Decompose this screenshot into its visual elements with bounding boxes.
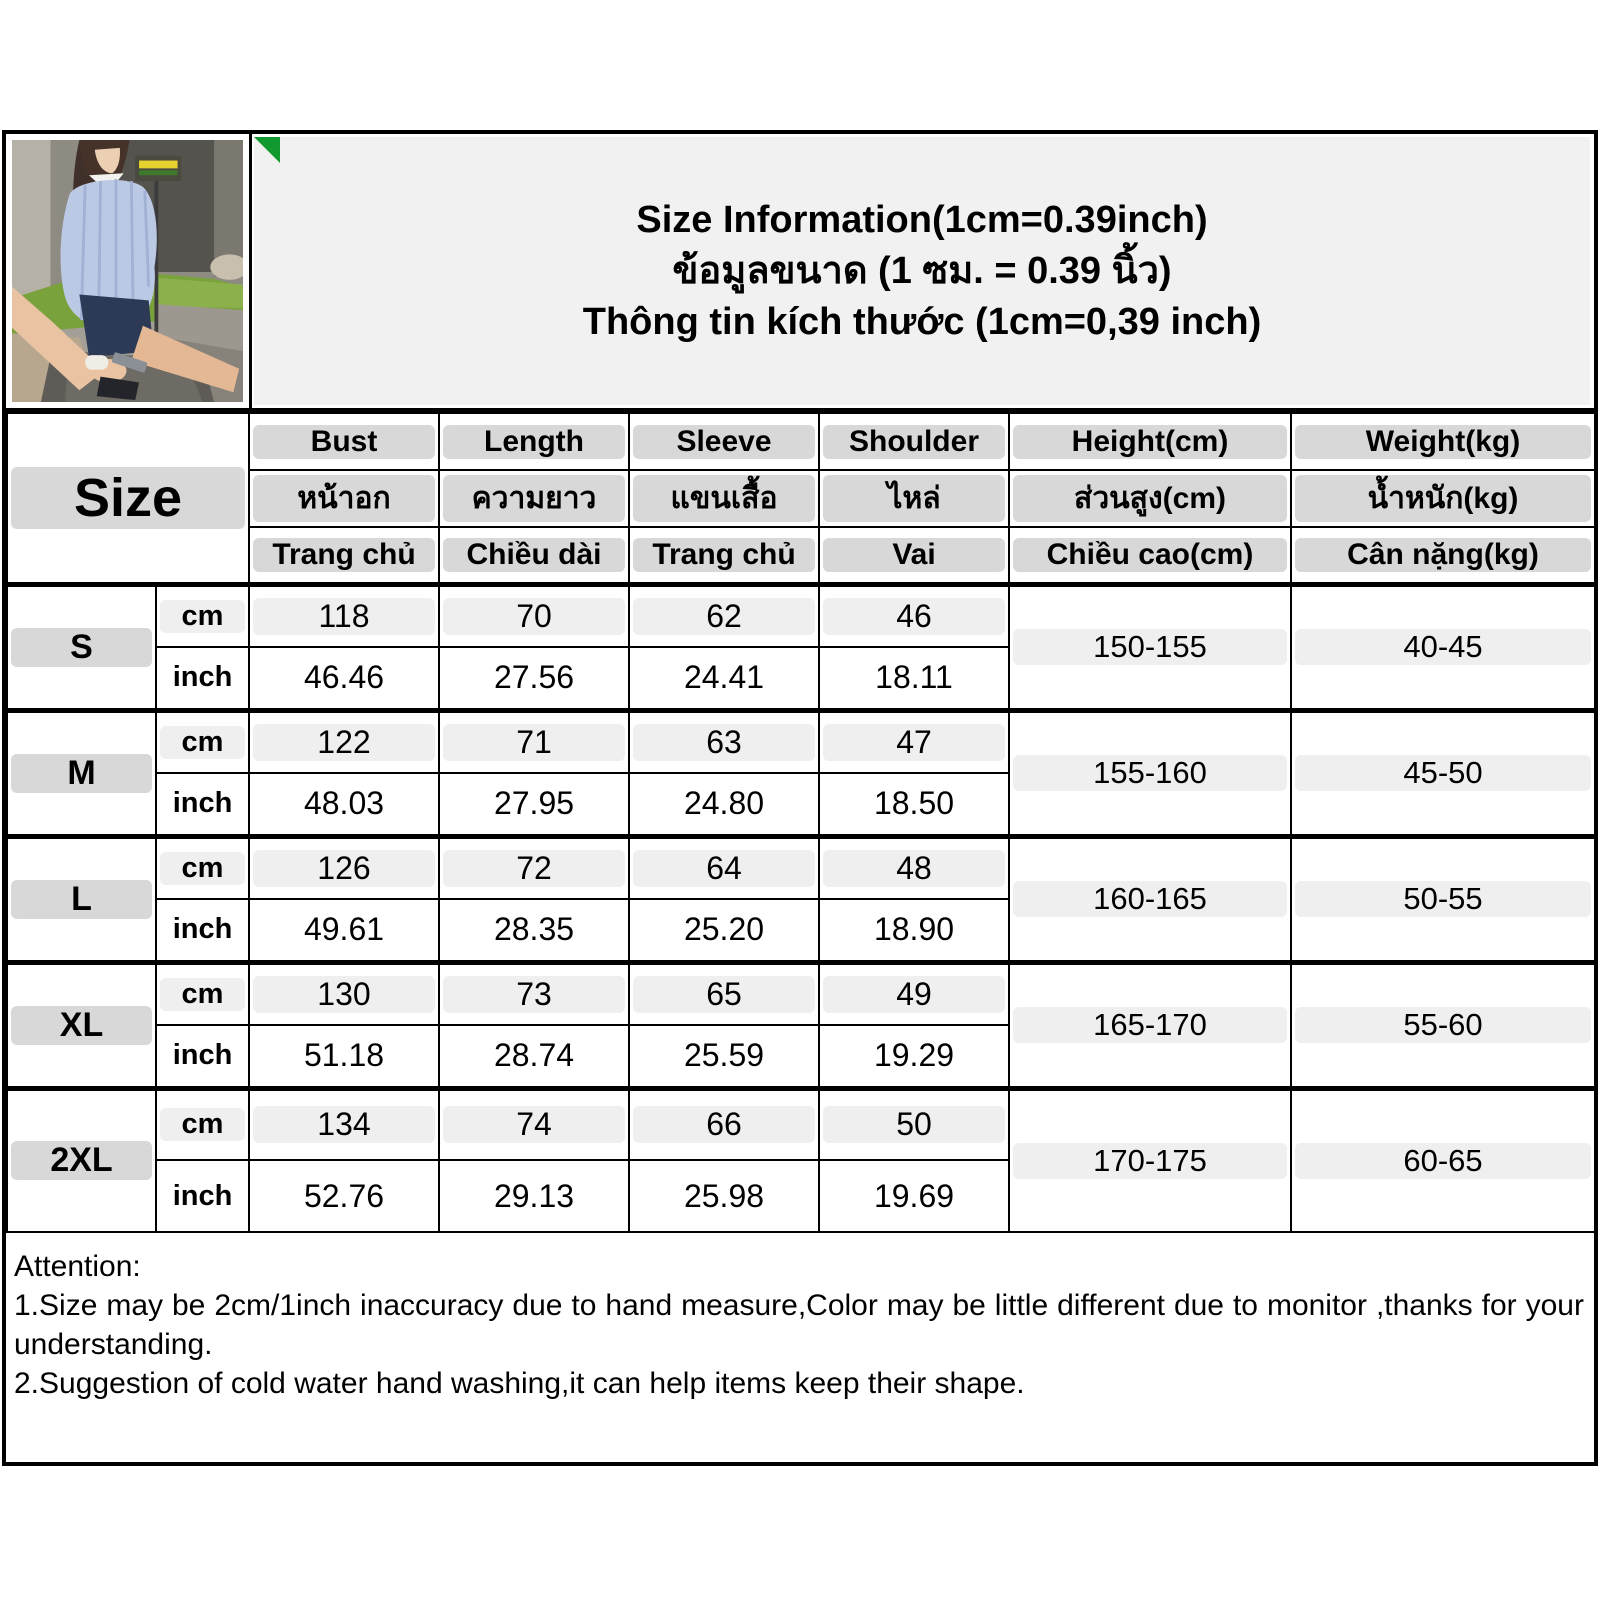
col-header-bust-vi: Trang chủ <box>253 538 435 572</box>
value-cell: 64 <box>629 836 819 899</box>
header-row-english <box>7 413 1595 470</box>
weight-range-cell: 40-45 <box>1291 584 1595 710</box>
value-cell: 130 <box>249 962 439 1025</box>
title-panel <box>252 134 1594 408</box>
col-header-weight-th: น้ำหนัก(kg) <box>1295 475 1591 522</box>
attention-note-2: 2.Suggestion of cold water hand washing,it can help items keep their shape. <box>14 1367 1025 1400</box>
unit-cell: inch <box>156 1025 249 1088</box>
title-panel-background <box>254 137 1590 405</box>
value-cell: 74 <box>439 1088 629 1160</box>
value-cell: 19.29 <box>819 1025 1009 1088</box>
corner-marker-icon <box>254 137 280 163</box>
value-cell: 49 <box>819 962 1009 1025</box>
attention-note-1: 1.Size may be 2cm/1inch inaccuracy due to hand measure,Color may be little different due to monitor ,thanks for your understanding. <box>14 1289 1584 1361</box>
col-header-length-th: ความยาว <box>443 475 625 522</box>
col-header-height: Height(cm) <box>1009 413 1291 470</box>
value-cell: 25.20 <box>629 899 819 962</box>
col-header-length-vi: Chiều dài <box>443 538 625 572</box>
height-range-cell: 165-170 <box>1009 962 1291 1088</box>
value-cell: 25.59 <box>629 1025 819 1088</box>
value-cell: 47 <box>819 710 1009 773</box>
col-header-weight-vi: Cân nặng(kg) <box>1295 538 1591 572</box>
value-cell: 49.61 <box>249 899 439 962</box>
col-header-shoulder: Shoulder <box>819 413 1009 470</box>
value-cell: 62 <box>629 584 819 647</box>
value-cell: 118 <box>249 584 439 647</box>
value-cell: 25.98 <box>629 1160 819 1232</box>
value-cell: 28.35 <box>439 899 629 962</box>
value-cell: 126 <box>249 836 439 899</box>
height-range-cell: 150-155 <box>1009 584 1291 710</box>
unit-cell: cm <box>156 962 249 1025</box>
value-cell: 50 <box>819 1088 1009 1160</box>
size-header-label: Size <box>11 467 245 529</box>
weight-range-cell: 55-60 <box>1291 962 1595 1088</box>
unit-cell: cm <box>156 1088 249 1160</box>
value-cell: 134 <box>249 1088 439 1160</box>
row-l-cm <box>7 836 1595 899</box>
col-header-height-vi: Chiều cao(cm) <box>1013 538 1287 572</box>
unit-cell: inch <box>156 1160 249 1232</box>
size-label-s: S <box>7 584 156 710</box>
value-cell: 122 <box>249 710 439 773</box>
value-cell: 48.03 <box>249 773 439 836</box>
value-cell: 48 <box>819 836 1009 899</box>
col-header-weight: Weight(kg) <box>1291 413 1595 470</box>
value-cell: 71 <box>439 710 629 773</box>
content-frame <box>2 130 1598 1466</box>
height-range-cell: 170-175 <box>1009 1088 1291 1232</box>
attention-heading: Attention: <box>14 1250 141 1283</box>
value-cell: 72 <box>439 836 629 899</box>
title-english: Size Information(1cm=0.39inch) <box>636 198 1208 241</box>
weight-range-cell: 45-50 <box>1291 710 1595 836</box>
row-xl-cm <box>7 962 1595 1025</box>
title-vietnamese: Thông tin kích thước (1cm=0,39 inch) <box>582 300 1262 343</box>
value-cell: 18.90 <box>819 899 1009 962</box>
size-label-l: L <box>7 836 156 962</box>
col-header-bust: Bust <box>249 413 439 470</box>
value-cell: 29.13 <box>439 1160 629 1232</box>
top-band <box>6 134 1594 412</box>
value-cell: 66 <box>629 1088 819 1160</box>
size-label-xl: XL <box>7 962 156 1088</box>
value-cell: 65 <box>629 962 819 1025</box>
height-range-cell: 160-165 <box>1009 836 1291 962</box>
col-header-sleeve-vi: Trang chủ <box>633 538 815 572</box>
value-cell: 18.50 <box>819 773 1009 836</box>
value-cell: 46.46 <box>249 647 439 710</box>
unit-cell: inch <box>156 647 249 710</box>
value-cell: 19.69 <box>819 1160 1009 1232</box>
unit-cell: inch <box>156 899 249 962</box>
value-cell: 27.56 <box>439 647 629 710</box>
row-s-cm <box>7 584 1595 647</box>
col-header-shoulder-vi: Vai <box>823 538 1005 572</box>
size-header-cell <box>7 413 249 584</box>
weight-range-cell: 60-65 <box>1291 1088 1595 1232</box>
col-header-sleeve-th: แขนเสื้อ <box>633 475 815 522</box>
size-label-m: M <box>7 710 156 836</box>
unit-cell: cm <box>156 584 249 647</box>
col-header-sleeve: Sleeve <box>629 413 819 470</box>
unit-cell: cm <box>156 836 249 899</box>
col-header-bust-th: หน้าอก <box>253 475 435 522</box>
value-cell: 63 <box>629 710 819 773</box>
col-header-shoulder-th: ไหล่ <box>823 475 1005 522</box>
col-header-height-th: ส่วนสูง(cm) <box>1013 475 1287 522</box>
value-cell: 46 <box>819 584 1009 647</box>
col-header-length: Length <box>439 413 629 470</box>
value-cell: 28.74 <box>439 1025 629 1088</box>
value-cell: 70 <box>439 584 629 647</box>
size-table <box>6 412 1596 1233</box>
title-thai: ข้อมูลขนาด (1 ซม. = 0.39 นิ้ว) <box>672 249 1172 292</box>
value-cell: 24.41 <box>629 647 819 710</box>
product-photo-illustration <box>12 140 243 402</box>
value-cell: 27.95 <box>439 773 629 836</box>
weight-range-cell: 50-55 <box>1291 836 1595 962</box>
value-cell: 51.18 <box>249 1025 439 1088</box>
row-m-cm <box>7 710 1595 773</box>
product-photo <box>6 134 252 408</box>
unit-cell: cm <box>156 710 249 773</box>
row-2xl-cm <box>7 1088 1595 1160</box>
unit-cell: inch <box>156 773 249 836</box>
value-cell: 24.80 <box>629 773 819 836</box>
value-cell: 73 <box>439 962 629 1025</box>
size-label-2xl: 2XL <box>7 1088 156 1232</box>
height-range-cell: 155-160 <box>1009 710 1291 836</box>
value-cell: 52.76 <box>249 1160 439 1232</box>
value-cell: 18.11 <box>819 647 1009 710</box>
attention-section <box>6 1233 1594 1403</box>
